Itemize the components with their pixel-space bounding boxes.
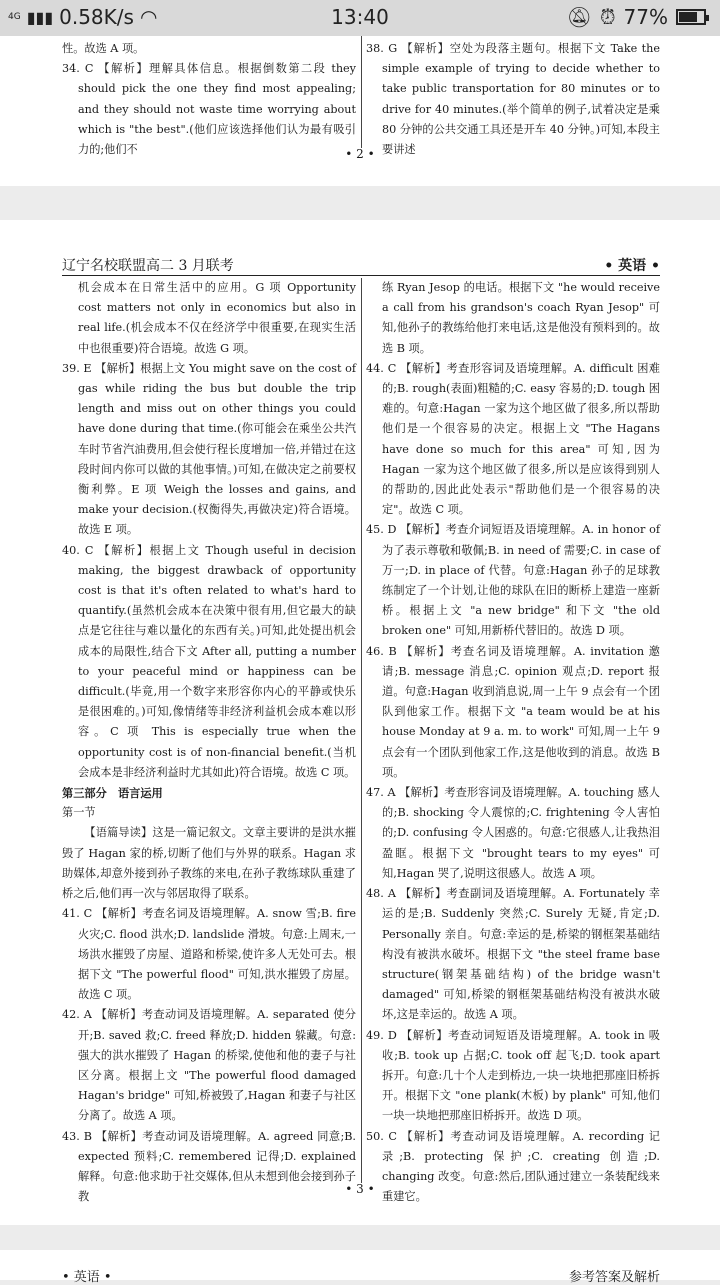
continued-text: 练 Ryan Jesop 的电话。根据下文 "he would receive a call from his grandson's coach Ryan Jesop" 可知,他孙子的教练给他打来电话,这是他没有预料到的。故选 B 项。 xyxy=(382,281,660,355)
page-header xyxy=(62,253,660,276)
answer-item: 41. C 【解析】考查名词及语境理解。A. snow 雪;B. fire 火灾;C. flood 洪水;D. landslide 滑坡。句意:上周末,一场洪水摧毁了房屋、道路和桥梁,使许多人无处可去。根据下文 "The powerful flood" 可知,洪水摧毁了房屋。故选 C 项。 xyxy=(62,907,356,1002)
battery-icon xyxy=(676,9,706,25)
answer-item: 47. A 【解析】考查形容词及语境理解。A. touching 感人的;B. shocking 令人震惊的;C. frightening 令人害怕的;D. confusing 令人困惑的。句意:它很感人,让我热泪盈眶。根据下文 "brought tears to my eyes" 可知,Hagan 哭了,说明这很感人。故选 A 项。 xyxy=(366,786,660,880)
page-4-fragment xyxy=(0,1250,720,1285)
subsection-label: 第一节 xyxy=(62,806,96,820)
clock: 13:40 xyxy=(331,5,389,29)
section-heading: 第三部分 语言运用 xyxy=(62,786,163,801)
battery-level xyxy=(679,12,697,22)
page-number: • 2 • xyxy=(345,147,375,161)
mute-icon: 🔕︎ xyxy=(566,5,592,29)
left-column xyxy=(62,278,356,1207)
network-speed: 0.58K/s xyxy=(59,5,134,29)
page-3 xyxy=(0,220,720,1225)
page-2-fragment xyxy=(0,36,720,186)
answer-item: 46. B 【解析】考查名词及语境理解。A. invitation 邀请;B. message 消息;C. opinion 观点;D. report 报道。句意:Hagan 收到消息说,周一上午 9 点会有一个团队到他家工作。根据下文 "a team would be at his house Monday at 9 a. m. to work" 可知,周一上午 9 点会有一个团队到他家工作,这是他收到的消息。故选 B 项。 xyxy=(366,644,660,779)
header-subject: • 英语 • xyxy=(604,258,660,274)
page-number: • 3 • xyxy=(345,1182,375,1196)
column-divider xyxy=(361,36,362,148)
answer-item: 44. C 【解析】考查形容词及语境理解。A. difficult 困难的;B. rough(表面)粗糙的;C. easy 容易的;D. tough 困难的。句意:Hagan 一家为这个地区做了很多,所以帮助他们是一个很容易的决定。根据上文 "The Hagans have done so much for this area" 可知,因为 Hagan 一家为这个地区做了很多,所以是应该得到别人的帮助的,因此此处表示"帮助他们是一个很容易的决定"。故选 C 项。 xyxy=(366,361,660,517)
answer-item: 45. D 【解析】考查介词短语及语境理解。A. in honor of 为了表示尊敬和敬佩;B. in need of 需要;C. in case of 万一;D. in place of 代替。句意:Hagan 孙子的足球教练制定了一个计划,让他的球队在旧的断桥上建造一座新桥。根据上文 "a new bridge" 和下文 "the old broken one" 可知,用新桥代替旧的。故选 D 项。 xyxy=(366,523,660,638)
battery-percent: 77% xyxy=(623,5,668,29)
answer-item: 48. A 【解析】考查副词及语境理解。A. Fortunately 幸运的是;B. Suddenly 突然;C. Surely 无疑,肯定;D. Personally 亲自。句意:幸运的是,桥梁的钢框架基础结构没有被洪水破坏。根据下文 "the steel frame base structure(钢架基础结构) of the bridge wasn't damaged" 可知,桥梁的钢框架基础结构没有被洪水破坏,这是幸运的。故选 A 项。 xyxy=(366,887,660,1022)
footer-subject: • 英语 • xyxy=(62,1270,112,1285)
network-type: 4G xyxy=(8,11,21,22)
passage-guide: 【语篇导读】这是一篇记叙文。文章主要讲的是洪水摧毁了 Hagan 家的桥,切断了他们与外界的联系。Hagan 求助媒体,却意外接到孙子教练的来电,在孙子教练球队重建了桥之后,他们再一次与邻居取得了联系。 xyxy=(62,826,356,901)
answer-item: 38. G 【解析】空处为段落主题句。根据下文 Take the simple example of trying to decide whether to take public transportation for 80 minutes or to drive for 40 minutes.(举个简单的例子,试着决定是乘 80 分钟的公共交通工具还是开车 40 分钟。)可知,本段主要讲述 xyxy=(366,42,660,157)
wifi-icon: ◠ xyxy=(139,5,158,29)
answer-item: 43. B 【解析】考查动词及语境理解。A. agreed 同意;B. expected 预料;C. remembered 记得;D. explained 解释。句意:他求助于社交媒体,但从未想到他会接到孙子教 xyxy=(62,1129,356,1204)
answer-item: 34. C 【解析】理解具体信息。根据倒数第二段 they should pick the one they find most appealing; and they should not waste time worrying about which is "the best".(他们应该选择他们认为最有吸引力的;他们不 xyxy=(62,62,356,157)
answer-item: 40. C 【解析】根据上文 Though useful in decision making, the biggest drawback of opportunity cost is that it's often related to what's hard to quantify.(虽然机会成本在决策中很有用,但它最大的缺点是它往往与难以量化的东西有关。)可知,此处提出机会成本的局限性,结合下文 After all, putting a number to your peaceful mind or happiness can be difficult.(毕竟,用一个数字来形容你内心的平静或快乐是很困难的。)可知,像情绪等非经济利益机会成本难以形容。C 项 This is especially true when the opportunity cost is of non-financial benefit.(当机会成本是非经济利益时尤其如此)符合语境。故选 C 项。 xyxy=(62,543,356,779)
status-right xyxy=(567,5,706,29)
column-divider xyxy=(361,278,362,1183)
right-column xyxy=(366,278,660,1207)
page1-right-column xyxy=(366,39,660,160)
answer-item: 49. D 【解析】考查动词短语及语境理解。A. took in 吸收;B. took up 占据;C. took off 起飞;D. took apart 拆开。句意:几十个人走到桥边,一块一块地把那座旧桥拆开。根据下文 "one plank(木板) by plank" 可知,他们一块一块地把那座旧桥拆开。故选 D 项。 xyxy=(366,1028,660,1123)
page1-left-column xyxy=(62,39,356,160)
continued-text: 机会成本在日常生活中的应用。G 项 Opportunity cost matters not only in economics but also in real life.(机会成本不仅在经济学中很重要,在现实生活中也很重要)符合语境。故选 G 项。 xyxy=(78,281,356,355)
answer-item: 50. C 【解析】考查动词及语境理解。A. recording 记录;B. protecting 保护;C. creating 创造;D. changing 改变。句意:然后,团队通过建立一条装配线来重建它。 xyxy=(366,1129,660,1204)
header-title: 辽宁名校联盟高二 3 月联考 xyxy=(62,258,234,274)
footer-title: 参考答案及解析 xyxy=(568,1270,660,1285)
alarm-icon: ⏰︎ xyxy=(599,5,616,29)
answer-item: 39. E 【解析】根据上文 You might save on the cost of gas while riding the bus but double the trip length and miss out on other things you could have done during that time.(你可能会在乘坐公共汽车时节省汽油费用,但会使行程长度增加一倍,并错过在这段时间内你可以做的其他事情。)可知,在做决定之前要权衡利弊。E 项 Weigh the losses and gains, and make your decision.(权衡得失,再做决定)符合语境。故选 E 项。 xyxy=(62,361,356,537)
signal-icon: ▮▮▮ xyxy=(26,7,54,27)
text-line: 性。故选 A 项。 xyxy=(62,42,145,55)
status-bar xyxy=(0,0,720,36)
answer-item: 42. A 【解析】考查动词及语境理解。A. separated 使分开;B. saved 救;C. freed 释放;D. hidden 躲藏。句意:强大的洪水摧毁了 Hagan 的桥梁,使他和他的妻子与社区分离。根据上文 "The powerful flood damaged Hagan's bridge" 可知,桥被毁了,Hagan 和妻子与社区分离了。故选 A 项。 xyxy=(62,1008,356,1123)
